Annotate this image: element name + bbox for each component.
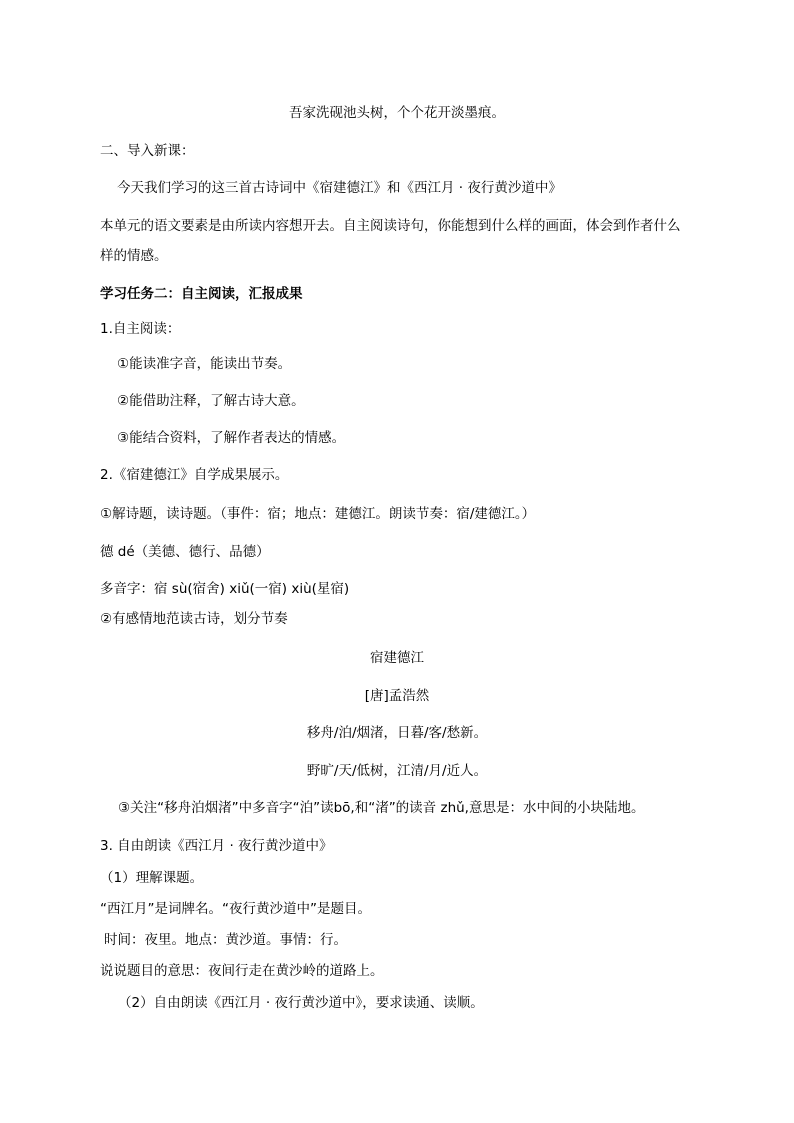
poem-author: [唐]孟浩然 <box>364 688 430 704</box>
paragraph-unit-goal-cont: 样的情感。 <box>100 248 168 264</box>
sub-step-understand-title: （1）理解课题。 <box>100 870 204 886</box>
sub-step-free-reading: （2）自由朗读《西江月 · 夜行黄沙道中》，要求读通、读顺。 <box>118 995 484 1011</box>
poem-line-closing: 吾家洗砚池头树，个个花开淡墨痕。 <box>289 105 505 121</box>
poem-line-1: 移舟/泊/烟渚，日暮/客/愁新。 <box>306 725 488 741</box>
poem-line-2: 野旷/天/低树，江清/月/近人。 <box>306 763 488 779</box>
section-heading-intro: 二、导入新课： <box>100 143 195 159</box>
polyphonic-characters: 多音字：宿 sù(宿舍) xiǔ(一宿) xiù(星宿) <box>100 581 350 597</box>
title-explanation: “西江月”是词牌名。“夜行黄沙道中”是题目。 <box>100 901 371 917</box>
step-free-reading: 3. 自由朗读《西江月 · 夜行黄沙道中》 <box>100 838 333 854</box>
paragraph-intro: 今天我们学习的这三首古诗词中《宿建德江》和《西江月 · 夜行黄沙道中》 <box>117 180 562 196</box>
step-poem-display: 2.《宿建德江》自学成果展示。 <box>100 467 289 483</box>
reading-rhythm: ②有感情地范读古诗，划分节奏 <box>100 611 288 627</box>
poem-title-explanation: ①解诗题，读诗题。（事件：宿；地点：建德江。朗读节奏：宿/建德江。） <box>100 506 536 522</box>
time-place-event: 时间：夜里。地点：黄沙道。事情：行。 <box>104 932 347 948</box>
requirement-3: ③能结合资料，了解作者表达的情感。 <box>117 430 346 446</box>
poem-title: 宿建德江 <box>370 650 424 666</box>
requirement-2: ②能借助注释，了解古诗大意。 <box>117 393 305 409</box>
pronunciation-note: ③关注“移舟泊烟渚”中多音字“泊”读bō,和“渚”的读音 zhǔ,意思是：水中间的小块陆地。 <box>118 800 645 816</box>
task-heading: 学习任务二：自主阅读，汇报成果 <box>100 286 303 302</box>
character-de: 德 dé（美德、德行、品德） <box>100 544 270 560</box>
title-meaning: 说说题目的意思：夜间行走在黄沙岭的道路上。 <box>100 963 384 979</box>
step-self-reading: 1.自主阅读： <box>100 321 181 337</box>
requirement-1: ①能读准字音，能读出节奏。 <box>117 356 292 372</box>
paragraph-unit-goal: 本单元的语文要素是由所读内容想开去。自主阅读诗句，你能想到什么样的画面，体会到作者什么 <box>100 218 681 234</box>
